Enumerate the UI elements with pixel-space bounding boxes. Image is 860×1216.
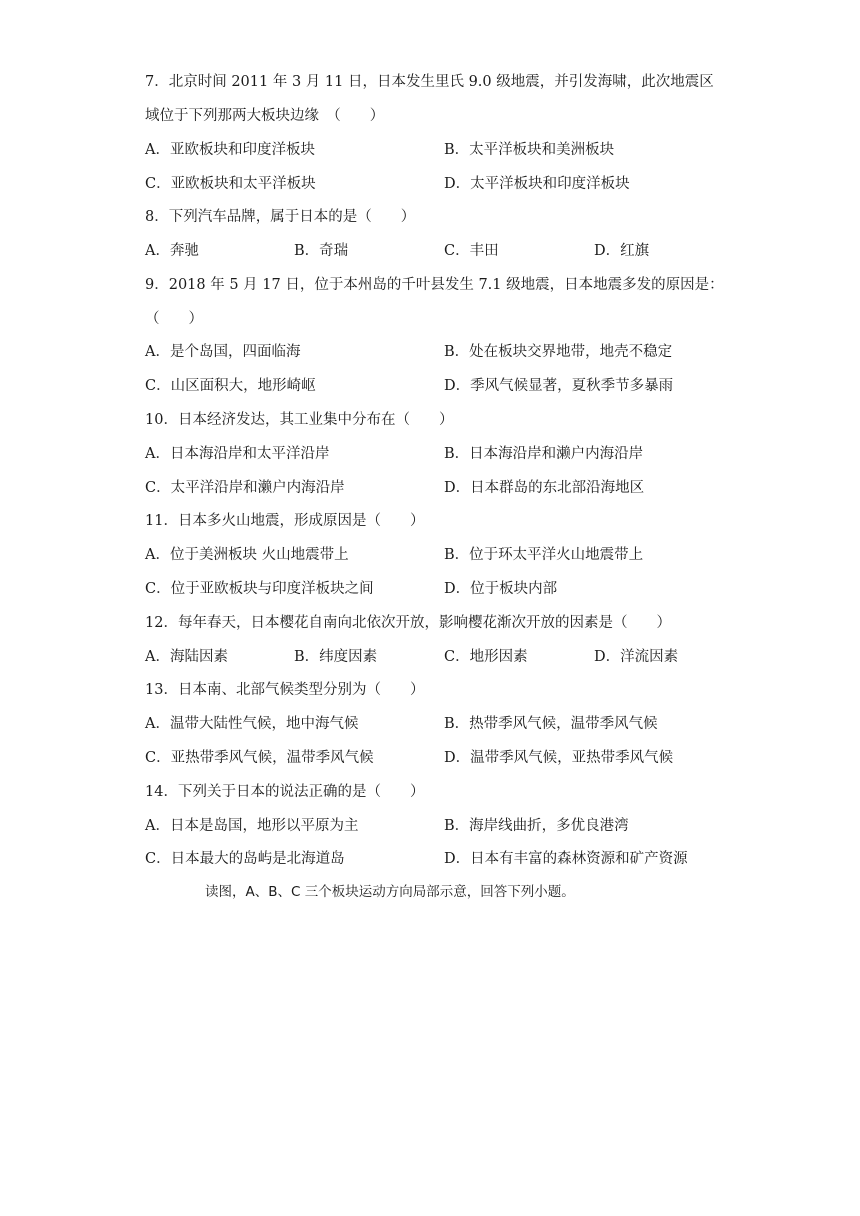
question-8-stem: 8．下列汽车品牌，属于日本的是（ ） (145, 209, 416, 225)
question-9-stem-line-1: 9．2018 年 5 月 17 日，位于本州岛的千叶县发生 7.1 级地震，日本地震多发的原因是： (145, 277, 724, 293)
question-14-option-a: A．日本是岛国，地形以平原为主 (145, 818, 359, 834)
question-7-option-a: A．亚欧板块和印度洋板块 (145, 142, 315, 158)
question-9-option-d: D．季风气候显著，夏秋季节多暴雨 (444, 378, 674, 394)
question-8-option-b: B．奇瑞 (294, 243, 349, 259)
question-10-option-c: C．太平洋沿岸和濑户内海沿岸 (145, 480, 345, 496)
question-12-option-a: A．海陆因素 (145, 649, 228, 665)
question-9-stem-line-2: （ ） (145, 311, 203, 327)
question-7-option-b: B．太平洋板块和美洲板块 (444, 142, 615, 158)
question-14-stem: 14．下列关于日本的说法正确的是（ ） (145, 784, 425, 800)
question-9-option-c: C．山区面积大，地形崎岖 (145, 378, 316, 394)
question-11-option-b: B．位于环太平洋火山地震带上 (444, 547, 644, 563)
question-10-option-a: A．日本海沿岸和太平洋沿岸 (145, 446, 330, 462)
question-10-option-d: D．日本群岛的东北部沿海地区 (444, 480, 645, 496)
question-12-option-d: D．洋流因素 (594, 649, 679, 665)
question-14-option-d: D．日本有丰富的森林资源和矿产资源 (444, 851, 688, 867)
question-13-option-a: A．温带大陆性气候，地中海气候 (145, 716, 359, 732)
question-10-option-b: B．日本海沿岸和濑户内海沿岸 (444, 446, 644, 462)
question-8-option-a: A．奔驰 (145, 243, 199, 259)
question-7-stem-line-1: 7．北京时间 2011 年 3 月 11 日，日本发生里氏 9.0 级地震，并引发海啸，此次地震区 (145, 74, 714, 90)
question-11-option-d: D．位于板块内部 (444, 581, 558, 597)
question-13-option-d: D．温带季风气候，亚热带季风气候 (444, 750, 674, 766)
question-12-stem: 12．每年春天，日本樱花自南向北依次开放，影响樱花渐次开放的因素是（ ） (145, 615, 671, 631)
question-8-option-d: D．红旗 (594, 243, 650, 259)
question-14-option-c: C．日本最大的岛屿是北海道岛 (145, 851, 345, 867)
question-11-option-a: A．位于美洲板块 火山地震带上 (145, 547, 349, 563)
reading-instruction: 读图，A、B、C 三个板块运动方向局部示意，回答下列小题。 (205, 884, 575, 900)
question-11-stem: 11．日本多火山地震，形成原因是（ ） (145, 513, 425, 529)
question-9-option-b: B．处在板块交界地带，地壳不稳定 (444, 344, 673, 360)
question-13-option-c: C．亚热带季风气候，温带季风气候 (145, 750, 374, 766)
question-7-option-c: C．亚欧板块和太平洋板块 (145, 176, 316, 192)
question-10-stem: 10．日本经济发达，其工业集中分布在（ ） (145, 412, 454, 428)
question-14-option-b: B．海岸线曲折，多优良港湾 (444, 818, 629, 834)
question-9-option-a: A．是个岛国，四面临海 (145, 344, 301, 360)
question-8-option-c: C．丰田 (444, 243, 499, 259)
question-12-option-c: C．地形因素 (444, 649, 528, 665)
question-13-stem: 13．日本南、北部气候类型分别为（ ） (145, 682, 425, 698)
question-12-option-b: B．纬度因素 (294, 649, 378, 665)
question-7-stem-line-2: 域位于下列那两大板块边缘 （ ） (145, 108, 385, 124)
question-7-option-d: D．太平洋板块和印度洋板块 (444, 176, 630, 192)
question-13-option-b: B．热带季风气候，温带季风气候 (444, 716, 658, 732)
question-11-option-c: C．位于亚欧板块与印度洋板块之间 (145, 581, 374, 597)
